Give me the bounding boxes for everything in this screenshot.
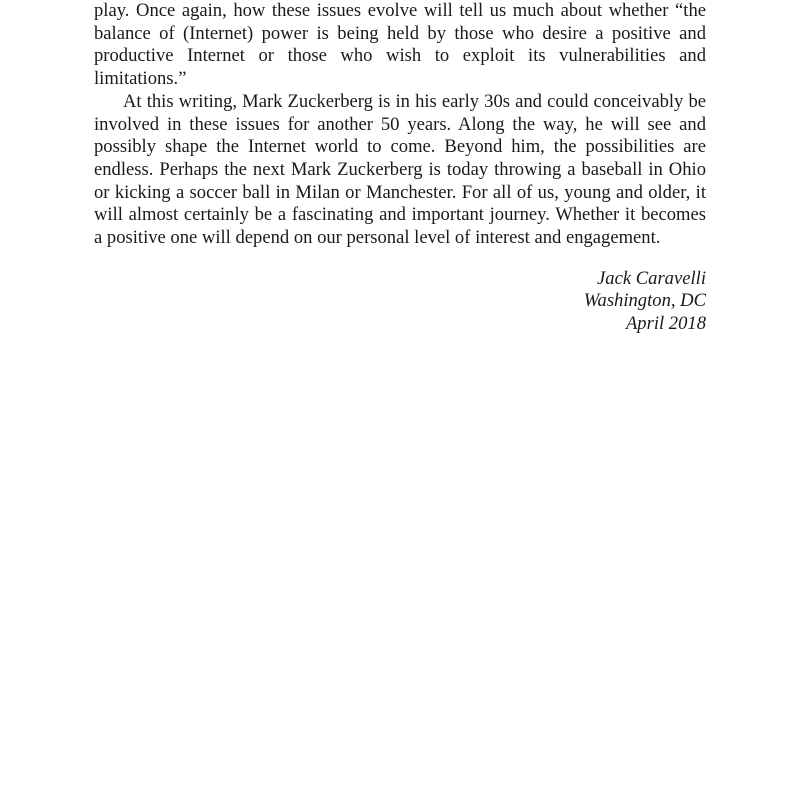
signature-block xyxy=(94,268,706,336)
document-page xyxy=(94,0,706,336)
body-paragraph: At this writing, Mark Zuckerberg is in his early 30s and could conceivably be involved in these issues for another 50 years. Along the way, he will see and possibly shape the Internet world to come. Beyond him, the possibilities are endless. Perhaps the next Mark Zuckerberg is today throwing a baseball in Ohio or kicking a soccer ball in Milan or Manchester. For all of us, young and older, it will almost certainly be a fascinating and important journey. Whether it becomes a positive one will depend on our personal level of interest and engagement. xyxy=(94,90,706,249)
signature-location: Washington, DC xyxy=(583,290,706,312)
signature-date: April 2018 xyxy=(625,313,706,335)
body-paragraph-continued: play. Once again, how these issues evolve will tell us much about whether “the balance of (Internet) power is being held by those who desire a positive and productive Internet or those who wish to exploit its vulnerabilities and limitations.” xyxy=(94,0,706,90)
signature-author: Jack Caravelli xyxy=(597,267,706,289)
